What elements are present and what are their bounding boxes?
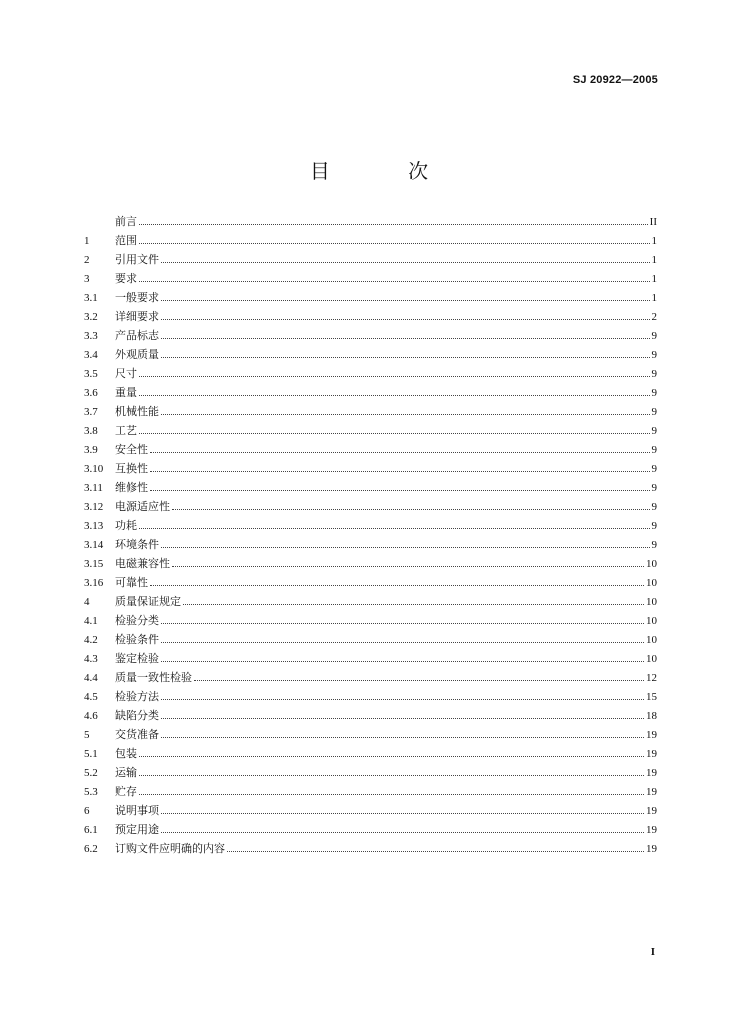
toc-dot-leader — [161, 547, 650, 548]
toc-dot-leader — [194, 680, 644, 681]
toc-dot-leader — [150, 490, 650, 491]
toc-dot-leader — [150, 585, 644, 586]
toc-entry-number: 4.1 — [84, 615, 98, 627]
toc-entry-label: 鉴定检验 — [115, 652, 159, 665]
toc-entry — [84, 630, 657, 649]
toc-entry — [84, 459, 657, 478]
toc-entry-page: 19 — [646, 843, 657, 855]
toc-entry-page: 9 — [651, 520, 657, 532]
toc-entry — [84, 839, 657, 858]
toc-entry-number: 5.2 — [84, 767, 98, 779]
toc-entry-number: 4.2 — [84, 634, 98, 646]
toc-entry-number: 3.13 — [84, 520, 104, 532]
toc-entry-label: 交货准备 — [115, 728, 159, 741]
toc-entry-page: 2 — [651, 311, 657, 323]
toc-entry-page: 10 — [646, 558, 657, 570]
page-title: 目 次 — [309, 159, 465, 183]
toc-entry-label: 包装 — [115, 747, 137, 760]
toc-entry-label: 环境条件 — [115, 538, 159, 551]
toc-entry-page: 9 — [651, 425, 657, 437]
toc-entry-number: 5.1 — [84, 748, 98, 760]
toc-dot-leader — [161, 832, 644, 833]
toc-entry-number: 6.1 — [84, 824, 98, 836]
toc-entry-page: 9 — [651, 330, 657, 342]
toc-entry-page: 1 — [651, 235, 657, 247]
toc-entry — [84, 497, 657, 516]
toc-dot-leader — [161, 623, 644, 624]
toc-entry-label: 电源适应性 — [115, 500, 170, 513]
toc-entry — [84, 801, 657, 820]
toc-entry — [84, 725, 657, 744]
toc-entry-label: 维修性 — [115, 481, 148, 494]
toc-entry-number: 3.6 — [84, 387, 98, 399]
toc-entry-page: 15 — [646, 691, 657, 703]
toc-entry-page: 10 — [646, 615, 657, 627]
toc-entry-number: 3.12 — [84, 501, 104, 513]
toc-entry-label: 范围 — [115, 234, 137, 247]
toc-entry-label: 要求 — [115, 272, 137, 285]
toc-entry-label: 尺寸 — [115, 367, 137, 380]
toc-entry-label: 重量 — [115, 386, 137, 399]
toc-entry — [84, 516, 657, 535]
toc-entry-page: 12 — [646, 672, 657, 684]
toc-entry-page: 9 — [651, 444, 657, 456]
toc-entry-page: 9 — [651, 368, 657, 380]
toc-entry-number: 3.15 — [84, 558, 104, 570]
toc-entry-label: 可靠性 — [115, 576, 148, 589]
toc-entry — [84, 687, 657, 706]
toc-entry-page: 10 — [646, 653, 657, 665]
toc-entry-number: 3.3 — [84, 330, 98, 342]
toc-dot-leader — [161, 737, 644, 738]
toc-entry-page: 19 — [646, 824, 657, 836]
toc-entry-page: II — [649, 216, 657, 228]
toc-entry-number: 3.9 — [84, 444, 98, 456]
toc-entry-page: 9 — [651, 349, 657, 361]
toc-entry-number: 4.3 — [84, 653, 98, 665]
toc-entry — [84, 611, 657, 630]
toc-entry-page: 9 — [651, 463, 657, 475]
toc-entry — [84, 649, 657, 668]
toc-entry — [84, 820, 657, 839]
toc-entry-label: 安全性 — [115, 443, 148, 456]
toc-dot-leader — [150, 452, 650, 453]
toc-entry — [84, 231, 657, 250]
toc-entry-label: 检验分类 — [115, 614, 159, 627]
toc-entry-page: 10 — [646, 577, 657, 589]
toc-dot-leader — [139, 433, 650, 434]
toc-entry-page: 9 — [651, 539, 657, 551]
toc-entry-label: 预定用途 — [115, 823, 159, 836]
toc-dot-leader — [139, 794, 644, 795]
toc-entry-number: 3.5 — [84, 368, 98, 380]
table-of-contents — [84, 212, 657, 858]
toc-entry-label: 检验条件 — [115, 633, 159, 646]
toc-entry-number: 2 — [84, 254, 90, 266]
toc-entry — [84, 364, 657, 383]
toc-dot-leader — [161, 414, 650, 415]
toc-entry-label: 外观质量 — [115, 348, 159, 361]
toc-entry — [84, 782, 657, 801]
toc-entry-number: 5.3 — [84, 786, 98, 798]
toc-entry — [84, 744, 657, 763]
toc-dot-leader — [139, 281, 650, 282]
toc-dot-leader — [172, 566, 644, 567]
toc-entry-label: 产品标志 — [115, 329, 159, 342]
toc-entry-number: 4.5 — [84, 691, 98, 703]
toc-entry — [84, 573, 657, 592]
toc-entry-label: 工艺 — [115, 424, 137, 437]
toc-dot-leader — [139, 224, 648, 225]
toc-dot-leader — [161, 699, 644, 700]
toc-entry-label: 电磁兼容性 — [115, 557, 170, 570]
toc-dot-leader — [139, 775, 644, 776]
toc-entry-page: 1 — [651, 292, 657, 304]
toc-dot-leader — [139, 243, 650, 244]
toc-entry-page: 9 — [651, 387, 657, 399]
toc-entry-number: 3.16 — [84, 577, 104, 589]
toc-entry — [84, 535, 657, 554]
toc-entry-label: 运输 — [115, 766, 137, 779]
toc-entry — [84, 554, 657, 573]
toc-dot-leader — [161, 642, 644, 643]
toc-entry-number: 3.11 — [84, 482, 103, 494]
toc-entry-page: 9 — [651, 406, 657, 418]
toc-entry-page: 1 — [651, 273, 657, 285]
standard-code: SJ 20922—2005 — [572, 74, 658, 86]
toc-entry-label: 贮存 — [115, 785, 137, 798]
toc-entry-page: 19 — [646, 786, 657, 798]
toc-entry — [84, 402, 657, 421]
toc-dot-leader — [183, 604, 644, 605]
toc-entry-number: 6.2 — [84, 843, 98, 855]
toc-entry-number: 3.8 — [84, 425, 98, 437]
toc-entry-label: 质量一致性检验 — [115, 671, 192, 684]
toc-entry-label: 一般要求 — [115, 291, 159, 304]
toc-entry — [84, 421, 657, 440]
toc-entry-page: 19 — [646, 805, 657, 817]
toc-dot-leader — [161, 718, 644, 719]
toc-entry-number: 4 — [84, 596, 90, 608]
toc-entry — [84, 763, 657, 782]
toc-entry — [84, 269, 657, 288]
toc-entry — [84, 383, 657, 402]
toc-entry — [84, 307, 657, 326]
toc-entry-label: 前言 — [115, 215, 137, 228]
toc-entry-label: 质量保证规定 — [115, 595, 181, 608]
toc-entry-number: 3 — [84, 273, 90, 285]
toc-dot-leader — [172, 509, 650, 510]
toc-entry-page: 19 — [646, 748, 657, 760]
toc-entry-label: 互换性 — [115, 462, 148, 475]
toc-entry-page: 10 — [646, 634, 657, 646]
toc-dot-leader — [227, 851, 644, 852]
toc-entry-number: 3.7 — [84, 406, 98, 418]
toc-entry — [84, 592, 657, 611]
toc-entry-number: 4.4 — [84, 672, 98, 684]
toc-entry-page: 1 — [651, 254, 657, 266]
toc-entry — [84, 345, 657, 364]
toc-entry-number: 3.4 — [84, 349, 98, 361]
toc-dot-leader — [161, 338, 650, 339]
toc-entry-label: 说明事项 — [115, 804, 159, 817]
toc-entry-number: 3.2 — [84, 311, 98, 323]
toc-dot-leader — [139, 528, 650, 529]
toc-entry — [84, 212, 657, 231]
toc-entry — [84, 288, 657, 307]
toc-dot-leader — [161, 262, 650, 263]
toc-dot-leader — [161, 357, 650, 358]
toc-entry-number: 1 — [84, 235, 90, 247]
toc-entry-page: 18 — [646, 710, 657, 722]
toc-dot-leader — [161, 300, 650, 301]
toc-dot-leader — [139, 756, 644, 757]
toc-entry-number: 5 — [84, 729, 90, 741]
toc-dot-leader — [161, 319, 650, 320]
toc-dot-leader — [161, 813, 644, 814]
toc-entry — [84, 250, 657, 269]
toc-entry-label: 引用文件 — [115, 253, 159, 266]
toc-dot-leader — [150, 471, 650, 472]
toc-entry — [84, 478, 657, 497]
toc-entry-page: 10 — [646, 596, 657, 608]
toc-entry-page: 9 — [651, 501, 657, 513]
toc-entry-label: 详细要求 — [115, 310, 159, 323]
toc-entry-page: 19 — [646, 729, 657, 741]
toc-dot-leader — [161, 661, 644, 662]
toc-entry — [84, 326, 657, 345]
toc-entry-number: 6 — [84, 805, 90, 817]
toc-entry — [84, 440, 657, 459]
toc-entry-label: 订购文件应明确的内容 — [115, 842, 225, 855]
toc-entry-label: 功耗 — [115, 519, 137, 532]
toc-entry-page: 19 — [646, 767, 657, 779]
toc-entry-number: 3.10 — [84, 463, 104, 475]
page-number: I — [650, 946, 655, 958]
toc-entry-label: 检验方法 — [115, 690, 159, 703]
toc-entry-label: 机械性能 — [115, 405, 159, 418]
toc-dot-leader — [139, 395, 650, 396]
toc-entry-number: 3.1 — [84, 292, 98, 304]
toc-entry-label: 缺陷分类 — [115, 709, 159, 722]
toc-dot-leader — [139, 376, 650, 377]
toc-entry — [84, 706, 657, 725]
toc-entry-page: 9 — [651, 482, 657, 494]
toc-entry — [84, 668, 657, 687]
toc-entry-number: 3.14 — [84, 539, 104, 551]
toc-entry-number: 4.6 — [84, 710, 98, 722]
